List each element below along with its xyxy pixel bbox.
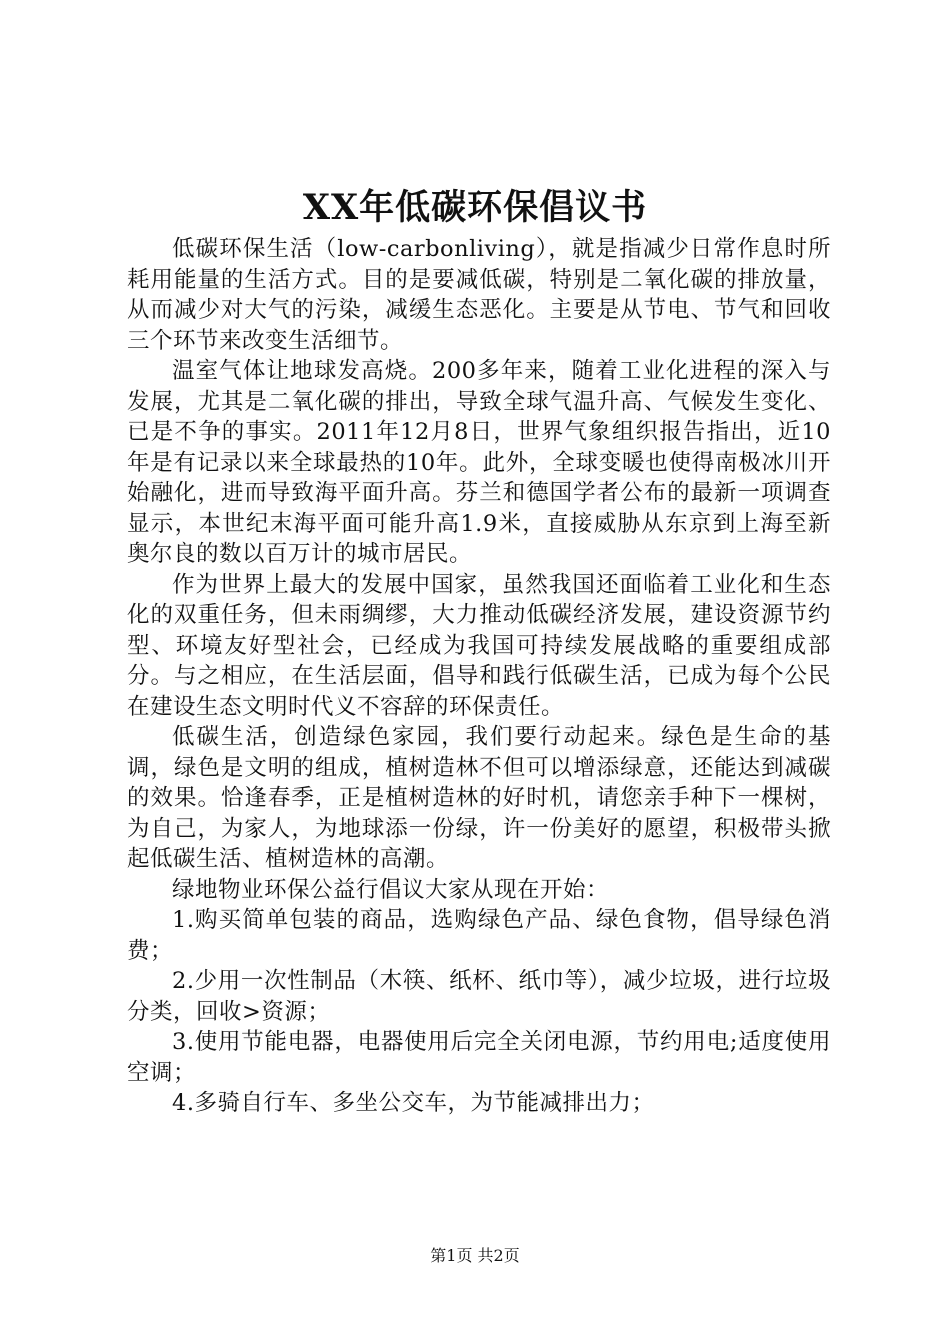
paragraph-call-to-action: 低碳生活，创造绿色家园，我们要行动起来。绿色是生命的基调，绿色是文明的组成，植树造林不但可以增添绿意，还能达到减碳的效果。恰逢春季，正是植树造林的好时机，请您亲手种下一棵树，为自己，为家人，为地球添一份绿，许一份美好的愿望，积极带头掀起低碳生活、植树造林的高潮。 [127, 724, 831, 872]
list-item-2: 2.少用一次性制品（木筷、纸杯、纸巾等），减少垃圾，进行垃圾分类，回收>资源； [127, 968, 831, 1025]
list-item-1: 1.购买简单包装的商品，选购绿色产品、绿色食物，倡导绿色消费； [127, 907, 831, 964]
paragraph-greenhouse: 温室气体让地球发高烧。200多年来，随着工业化进程的深入与发展，尤其是二氧化碳的排出，导致全球气温升高、气候发生变化、已是不争的事实。2011年12月8日，世界气象组织报告指出，近10年是有记录以来全球最热的10年。此外，全球变暖也使得南极冰川开始融化，进而导致海平面升高。芬兰和德国学者公布的最新一项调查显示，本世纪末海平面可能升高1.9米，直接威胁从东京到上海至新奥尔良的数以百万计的城市居民。 [127, 358, 831, 567]
list-item-4: 4.多骑自行车、多坐公交车，为节能减排出力； [172, 1090, 655, 1116]
list-item-3: 3.使用节能电器，电器使用后完全关闭电源，节约用电;适度使用空调； [127, 1029, 831, 1086]
document-body [127, 234, 831, 1119]
paragraph-intro: 低碳环保生活（low-carbonliving），就是指减少日常作息时所耗用能量的生活方式。目的是要减低碳，特别是二氧化碳的排放量，从而减少对大气的污染，减缓生态恶化。主要是从节电、节气和回收三个环节来改变生活细节。 [127, 236, 831, 354]
document-title: XX年低碳环保倡议书 [302, 187, 648, 228]
paragraph-initiative-lead: 绿地物业环保公益行倡议大家从现在开始： [172, 876, 610, 903]
paragraph-development: 作为世界上最大的发展中国家，虽然我国还面临着工业化和生态化的双重任务，但未雨绸缪，大力推动低碳经济发展，建设资源节约型、环境友好型社会，已经成为我国可持续发展战略的重要组成部分。与之相应，在生活层面，倡导和践行低碳生活，已成为每个公民在建设生态文明时代义不容辞的环保责任。 [127, 571, 831, 720]
page-footer: 第1页 共2页 [430, 1246, 520, 1265]
